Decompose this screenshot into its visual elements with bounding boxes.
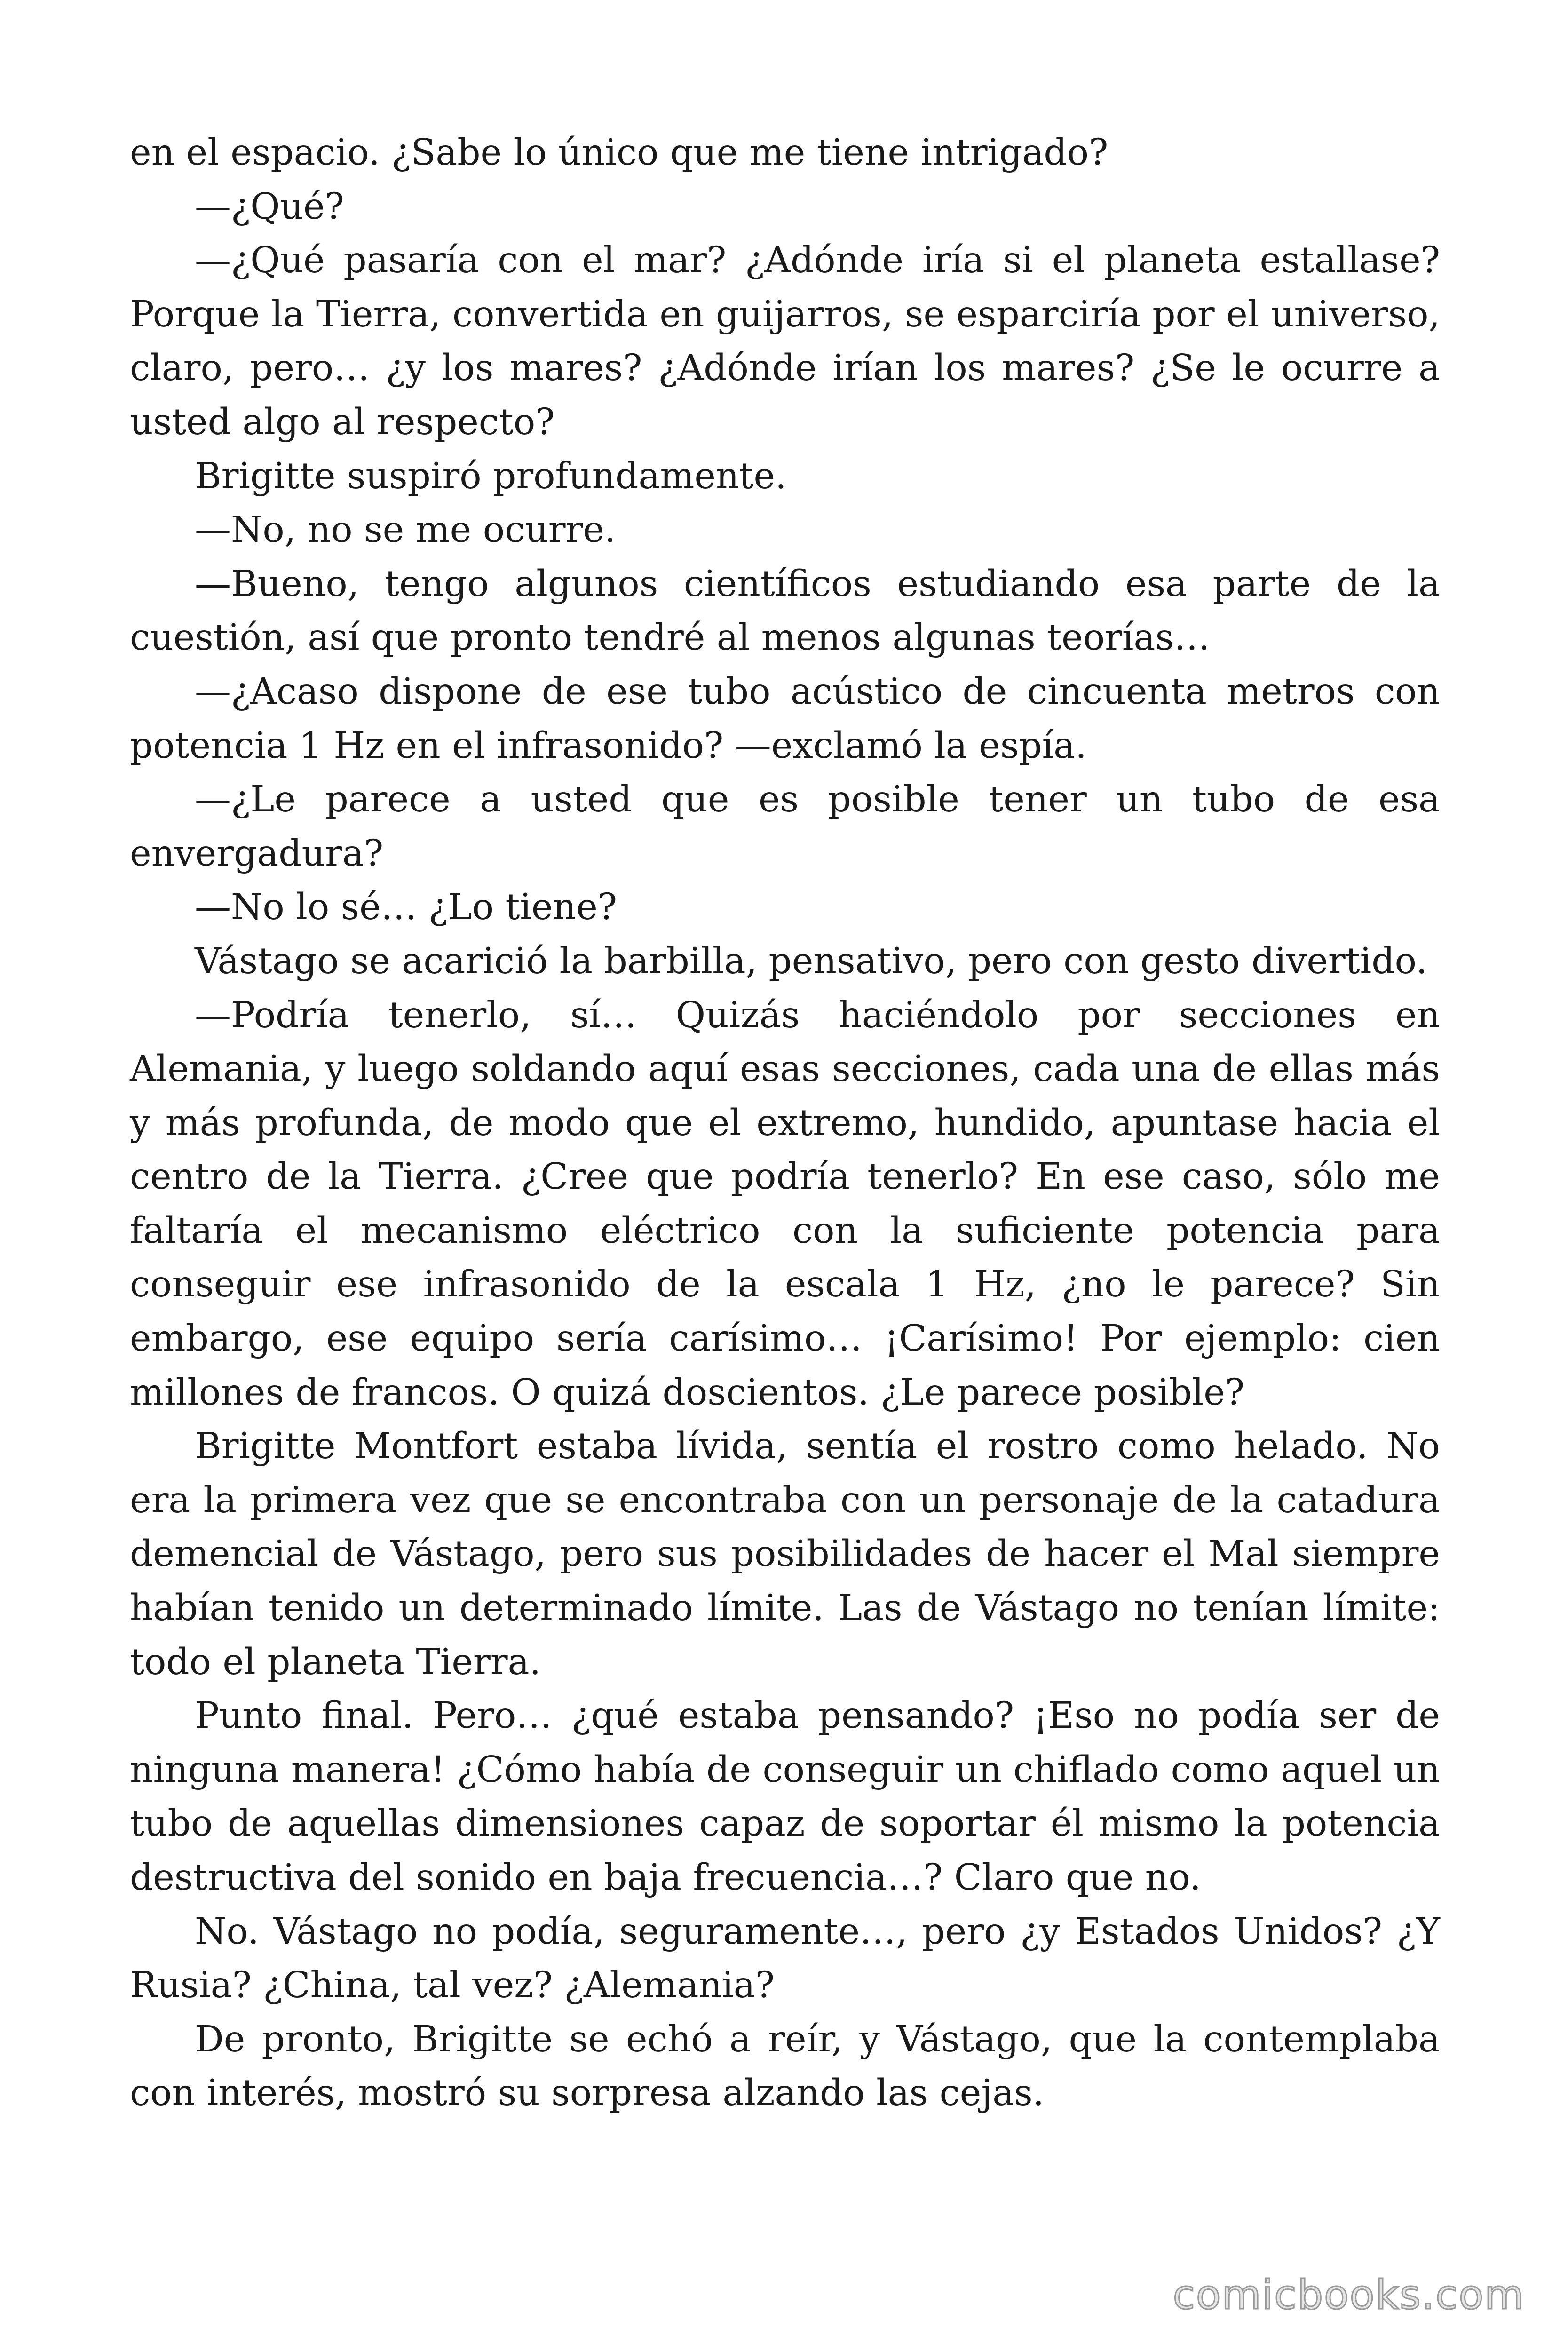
paragraph-11: —Podría tenerlo, sí… Quizás haciéndolo por secciones en Alemania, y luego soldando aquí esas secciones, cada una de ellas más y más profunda, de modo que el extremo, hundido, apuntase hacia el centro de la Tierra. ¿Cree que podría tenerlo? En ese caso, sólo me faltaría el mecanismo eléctrico con la suficiente potencia para conseguir ese infrasonido de la escala 1 Hz, ¿no le parece? Sin embargo, ese equipo sería carísimo… ¡Carísimo! Por ejemplo: cien millones de francos. O quizá doscientos. ¿Le parece posible? xyxy=(130,994,1440,1414)
paragraph-9: —No lo sé… ¿Lo tiene? xyxy=(195,886,618,929)
paragraph-13: Punto final. Pero… ¿qué estaba pensando? ¡Eso no podía ser de ninguna manera! ¿Cómo había de conseguir un chiflado como aquel un tubo de aquellas dimensiones capaz de soportar él mismo la potencia destructiva del sonido en baja frecuencia…? Claro que no. xyxy=(130,1695,1440,1899)
paragraph-2: —¿Qué? xyxy=(195,185,344,228)
paragraph-1: en el espacio. ¿Sabe lo único que me tiene intrigado? xyxy=(130,132,1109,174)
paragraph-4: Brigitte suspiró profundamente. xyxy=(195,455,787,497)
paragraph-6: —Bueno, tengo algunos científicos estudiando esa parte de la cuestión, así que pronto tendré al menos algunas teorías… xyxy=(130,563,1440,659)
paragraph-10: Vástago se acarició la barbilla, pensativo, pero con gesto divertido. xyxy=(195,940,1428,982)
watermark: comicbooks.com xyxy=(1172,2272,1525,2319)
paragraph-8: —¿Le parece a usted que es posible tener un tubo de esa envergadura? xyxy=(130,779,1440,874)
paragraph-3: —¿Qué pasaría con el mar? ¿Adónde iría si el planeta estallase? Porque la Tierra, convertida en guijarros, se esparciría por el universo, claro, pero… ¿y los mares? ¿Adónde irían los mares? ¿Se le ocurre a usted algo al respecto? xyxy=(130,239,1440,443)
paragraph-5: —No, no se me ocurre. xyxy=(195,509,616,551)
book-page-text xyxy=(130,126,1440,2121)
paragraph-15: De pronto, Brigitte se echó a reír, y Vástago, que la contemplaba con interés, mostró su sorpresa alzando las cejas. xyxy=(130,2018,1440,2114)
paragraph-7: —¿Acaso dispone de ese tubo acústico de cincuenta metros con potencia 1 Hz en el infrasonido? —exclamó la espía. xyxy=(130,670,1440,767)
paragraph-14: No. Vástago no podía, seguramente…, pero ¿y Estados Unidos? ¿Y Rusia? ¿China, tal vez? ¿Alemania? xyxy=(130,1910,1440,2007)
paragraph-12: Brigitte Montfort estaba lívida, sentía el rostro como helado. No era la primera vez que se encontraba con un personaje de la catadura demencial de Vástago, pero sus posibilidades de hacer el Mal siempre habían tenido un determinado límite. Las de Vástago no tenían límite: todo el planeta Tierra. xyxy=(130,1425,1440,1683)
